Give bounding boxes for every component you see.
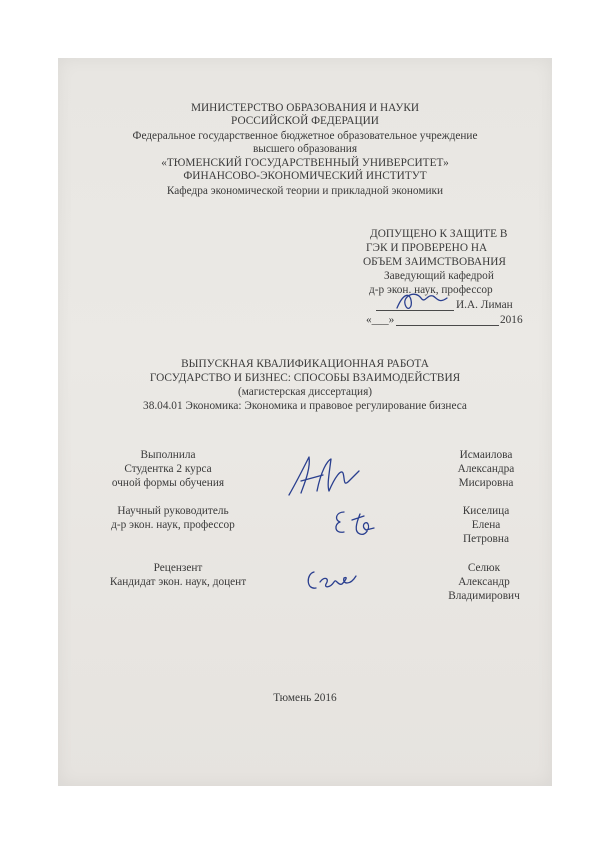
reviewer-patronymic: Владимирович <box>448 590 520 602</box>
author-first-name: Александра <box>457 463 515 475</box>
reviewer-name <box>424 561 544 603</box>
supervisor-role-line-1: Научный руководитель <box>117 505 229 517</box>
approval-date-line <box>396 325 499 326</box>
approval-head-name: И.А. Лиман <box>456 299 513 311</box>
approval-line-5: д-р экон. наук, профессор <box>369 284 493 296</box>
approval-line-2: ГЭК И ПРОВЕРЕНО НА <box>366 242 488 254</box>
study-program: 38.04.01 Экономика: Экономика и правовое регулирование бизнеса <box>143 400 467 412</box>
reviewer-surname: Селюк <box>467 562 501 574</box>
author-role-line-3: очной формы обучения <box>111 477 225 489</box>
author-surname: Исмаилова <box>459 449 513 461</box>
supervisor-role <box>98 504 248 532</box>
approval-date-day: «___» <box>366 314 395 326</box>
reviewer-signature <box>302 564 364 596</box>
institution-line-1: Федеральное государственное бюджетное образовательное учреждение <box>132 130 478 142</box>
approval-line-4: Заведующий кафедрой <box>384 270 494 282</box>
institution-line-2: высшего образования <box>252 143 358 155</box>
approval-date-year: 2016 <box>500 314 523 326</box>
author-name <box>436 448 536 490</box>
reviewer-role-line-1: Рецензент <box>153 562 203 574</box>
department-name: Кафедра экономической теории и прикладной экономики <box>166 185 444 197</box>
supervisor-role-line-2: д-р экон. наук, профессор <box>111 519 235 531</box>
author-role-line-1: Выполнила <box>140 449 196 461</box>
work-topic: ГОСУДАРСТВО И БИЗНЕС: СПОСОБЫ ВЗАИМОДЕЙСТВИЯ <box>149 372 461 384</box>
supervisor-patronymic: Петровна <box>463 533 509 545</box>
supervisor-first-name: Елена <box>471 519 501 531</box>
city-year: Тюмень 2016 <box>273 692 337 704</box>
work-subtitle: (магистерская диссертация) <box>237 386 373 398</box>
supervisor-surname: Киселица <box>462 505 510 517</box>
head-signature <box>393 286 453 314</box>
author-role-line-2: Студентка 2 курса <box>124 463 212 475</box>
ministry-line-1: МИНИСТЕРСТВО ОБРАЗОВАНИЯ И НАУКИ <box>190 102 420 114</box>
reviewer-first-name: Александр <box>458 576 510 588</box>
university-name: «ТЮМЕНСКИЙ ГОСУДАРСТВЕННЫЙ УНИВЕРСИТЕТ» <box>161 157 449 169</box>
title-page-sheet <box>58 58 552 786</box>
author-patronymic: Мисировна <box>458 477 514 489</box>
author-signature <box>283 451 363 501</box>
approval-line-1: ДОПУЩЕНО К ЗАЩИТЕ В <box>370 228 508 240</box>
institute-name: ФИНАНСОВО-ЭКОНОМИЧЕСКИЙ ИНСТИТУТ <box>183 170 427 182</box>
supervisor-signature <box>330 506 380 540</box>
reviewer-role-line-2: Кандидат экон. наук, доцент <box>109 576 247 588</box>
reviewer-role <box>98 561 258 589</box>
work-type: ВЫПУСКНАЯ КВАЛИФИКАЦИОННАЯ РАБОТА <box>181 358 429 370</box>
author-role <box>98 448 238 490</box>
approval-line-3: ОБЪЕМ ЗАИМСТВОВАНИЯ <box>363 256 506 268</box>
ministry-line-2: РОССИЙСКОЙ ФЕДЕРАЦИИ <box>231 115 379 127</box>
supervisor-name <box>436 504 536 546</box>
